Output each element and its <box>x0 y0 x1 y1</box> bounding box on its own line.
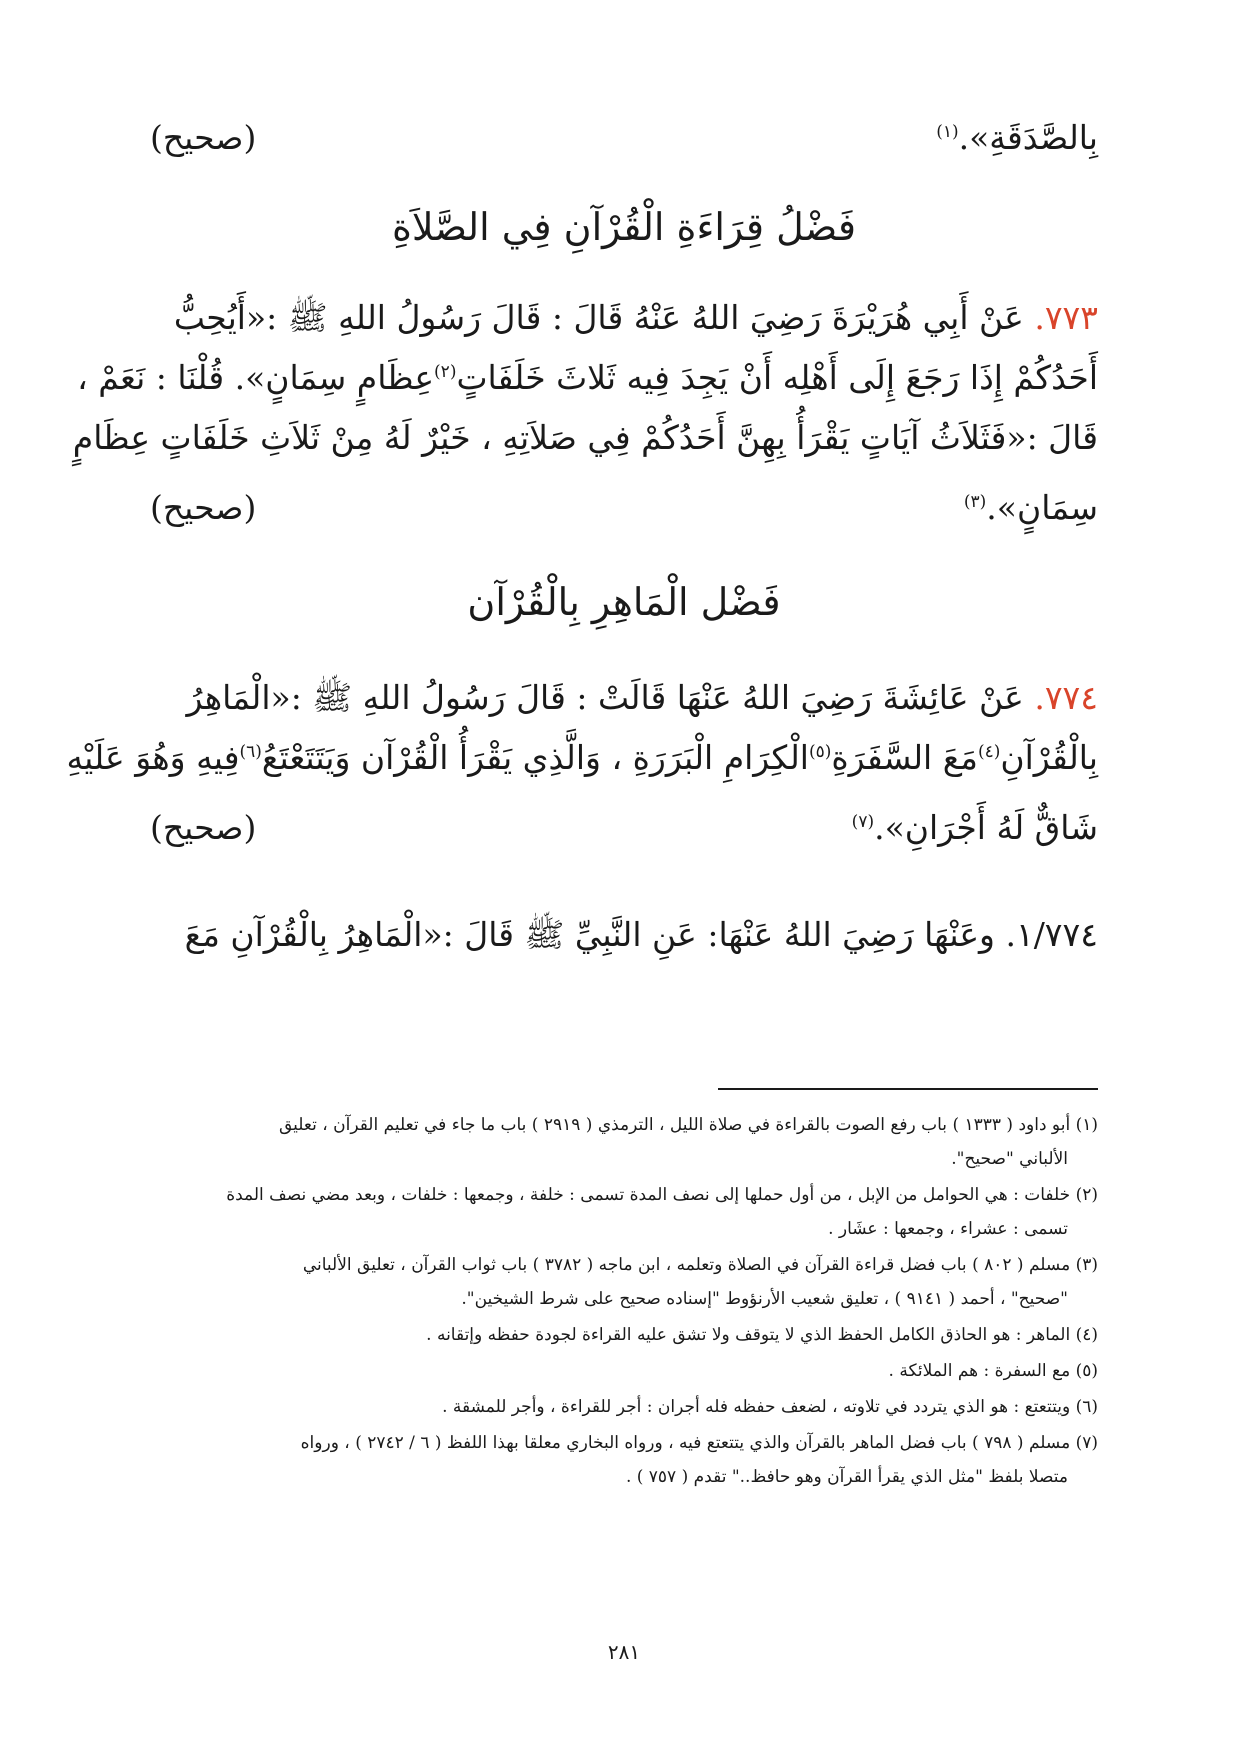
footnote-separator <box>718 1088 1098 1090</box>
footnote-ref: (٦) <box>239 742 262 762</box>
hadith-773-line-2: أَحَدُكُمْ إِذَا رَجَعَ إِلَى أَهْلِه أَنْ يَجِدَ فِيه ثَلاثَ خَلَفَاتٍ$^{(٢)}$عِظَامٍ سِمَانٍ». قُلْنَا : نَعَمْ ، <box>77 358 1098 397</box>
hadith-774-line-1: ٧٧٤. عَنْ عَائِشَةَ رَضِيَ اللهُ عَنْهَا قَالَتْ : قَالَ رَسُولُ اللهِ ﷺ :«الْمَاهِرُ <box>186 678 1098 717</box>
hadith-773-line-1: ٧٧٣. عَنْ أَبِي هُرَيْرَةَ رَضِيَ اللهُ عَنْهُ قَالَ : قَالَ رَسُولُ اللهِ ﷺ :«أَيُحِبُّ <box>173 298 1098 337</box>
hadith-773 <box>72 288 1098 468</box>
footnote-ref: (٤) <box>977 742 1001 762</box>
footnote-6: (٦) ويتتعتع : هو الذي يتردد في تلاوته ، لضعف حفظه فله أجران : أجر للقراءة ، وأجر للمشقة . <box>442 1397 1098 1417</box>
hadith-774-1 <box>150 905 1098 965</box>
footnote-ref: (٧) <box>851 812 875 832</box>
footnote-3: (٣) مسلم ( ٨٠٢ ) باب فضل قراءة القرآن في الصلاة وتعلمه ، ابن ماجه ( ٣٧٨٢ ) باب ثواب القرآن ، تعليق الألباني "صحيح" ، أحمد ( ٩١٤١ ) ، تعليق شعيب الأرنؤوط "إسناده صحيح على شرط الشيخين". <box>302 1255 1098 1309</box>
footnote-7: (٧) مسلم ( ٧٩٨ ) باب فضل الماهر بالقرآن والذي يتتعتع فيه ، ورواه البخاري معلقا بهذا اللفظ ( ٦ / ٢٧٤٢ ) ، ورواه متصلا بلفظ "مثل الذي يقرأ القرآن وهو حافظ.." تقدم ( ٧٥٧ ) . <box>300 1433 1098 1487</box>
hadith-number: ٧٧٣. <box>1034 298 1098 337</box>
footnote-ref: (٢) <box>434 362 457 382</box>
continuation-line <box>150 108 1098 168</box>
hadith-774 <box>66 668 1098 788</box>
page-number: ٢٨١ <box>607 1640 641 1664</box>
footnote-1: (١) أبو داود ( ١٣٣٣ ) باب رفع الصوت بالقراءة في صلاة الليل ، الترمذي ( ٢٩١٩ ) باب ما جاء في تعليم القرآن ، تعليق الألباني "صحيح". <box>278 1115 1098 1169</box>
hadith-773-line-3: قَالَ :«فَثَلاَثُ آيَاتٍ يَقْرَأُ بِهِنَّ أَحَدُكُمْ فِي صَلاَتِهِ ، خَيْرٌ لَهُ مِنْ ثَلاَثِ خَلَفَاتٍ عِظَامٍ <box>72 418 1098 457</box>
hadith-773-last-line: سِمَانٍ».$^{(٣)}$ (صحيح) <box>150 488 1098 527</box>
footnote-2: (٢) خلفات : هي الحوامل من الإبل ، من أول حملها إلى نصف المدة تسمى : خلفة ، وجمعها : خلفات ، وبعد مضي نصف المدة تسمى : عشراء ، وجمعها : عشَار . <box>226 1185 1098 1239</box>
grade-label: (صحيح) <box>150 488 257 527</box>
hadith-774-last-line: شَاقٌّ لَهُ أَجْرَانِ».$^{(٧)}$ (صحيح) <box>150 808 1098 847</box>
document-page <box>66 0 1098 1754</box>
footnote-4: (٤) الماهر : هو الحاذق الكامل الحفظ الذي لا يتوقف ولا تشق عليه القراءة لجودة حفظه وإتقانه . <box>426 1325 1098 1345</box>
grade-label: (صحيح) <box>150 808 257 847</box>
section-heading-1: فَضْلُ قِرَاءَةِ الْقُرْآنِ فِي الصَّلاَةِ <box>392 205 856 249</box>
hadith-774-line-2: بِالْقُرْآنِ$^{(٤)}$مَعَ السَّفَرَةِ$^{(٥)}$الْكِرَامِ الْبَرَرَةِ ، وَالَّذِي يَقْرَأُ الْقُرْآن وَيَتَتَعْتَعُ$^{(٦)}$فِيهِ وَهُوَ عَلَيْهِ <box>66 738 1098 777</box>
footnote-ref: (٣) <box>963 492 987 512</box>
hadith-774-1-line-1: ١/٧٧٤. وعَنْهَا رَضِيَ اللهُ عَنْهَا: عَنِ النَّبِيِّ ﷺ قَالَ :«الْمَاهِرُ بِالْقُرْآنِ مَعَ <box>184 915 1098 954</box>
section-heading-2: فَضْل الْمَاهِرِ بِالْقُرْآن <box>467 580 781 624</box>
continuation-text: بِالصَّدَقَةِ».$^{(١)}$ <box>936 118 1098 157</box>
footnote-ref: (١) <box>936 122 959 142</box>
footnote-ref: (٥) <box>808 742 832 762</box>
footnote-5: (٥) مع السفرة : هم الملائكة . <box>888 1361 1098 1381</box>
footnotes <box>150 1108 1098 1496</box>
hadith-number: ٧٧٤. <box>1034 678 1098 717</box>
grade-label: (صحيح) <box>150 118 257 157</box>
